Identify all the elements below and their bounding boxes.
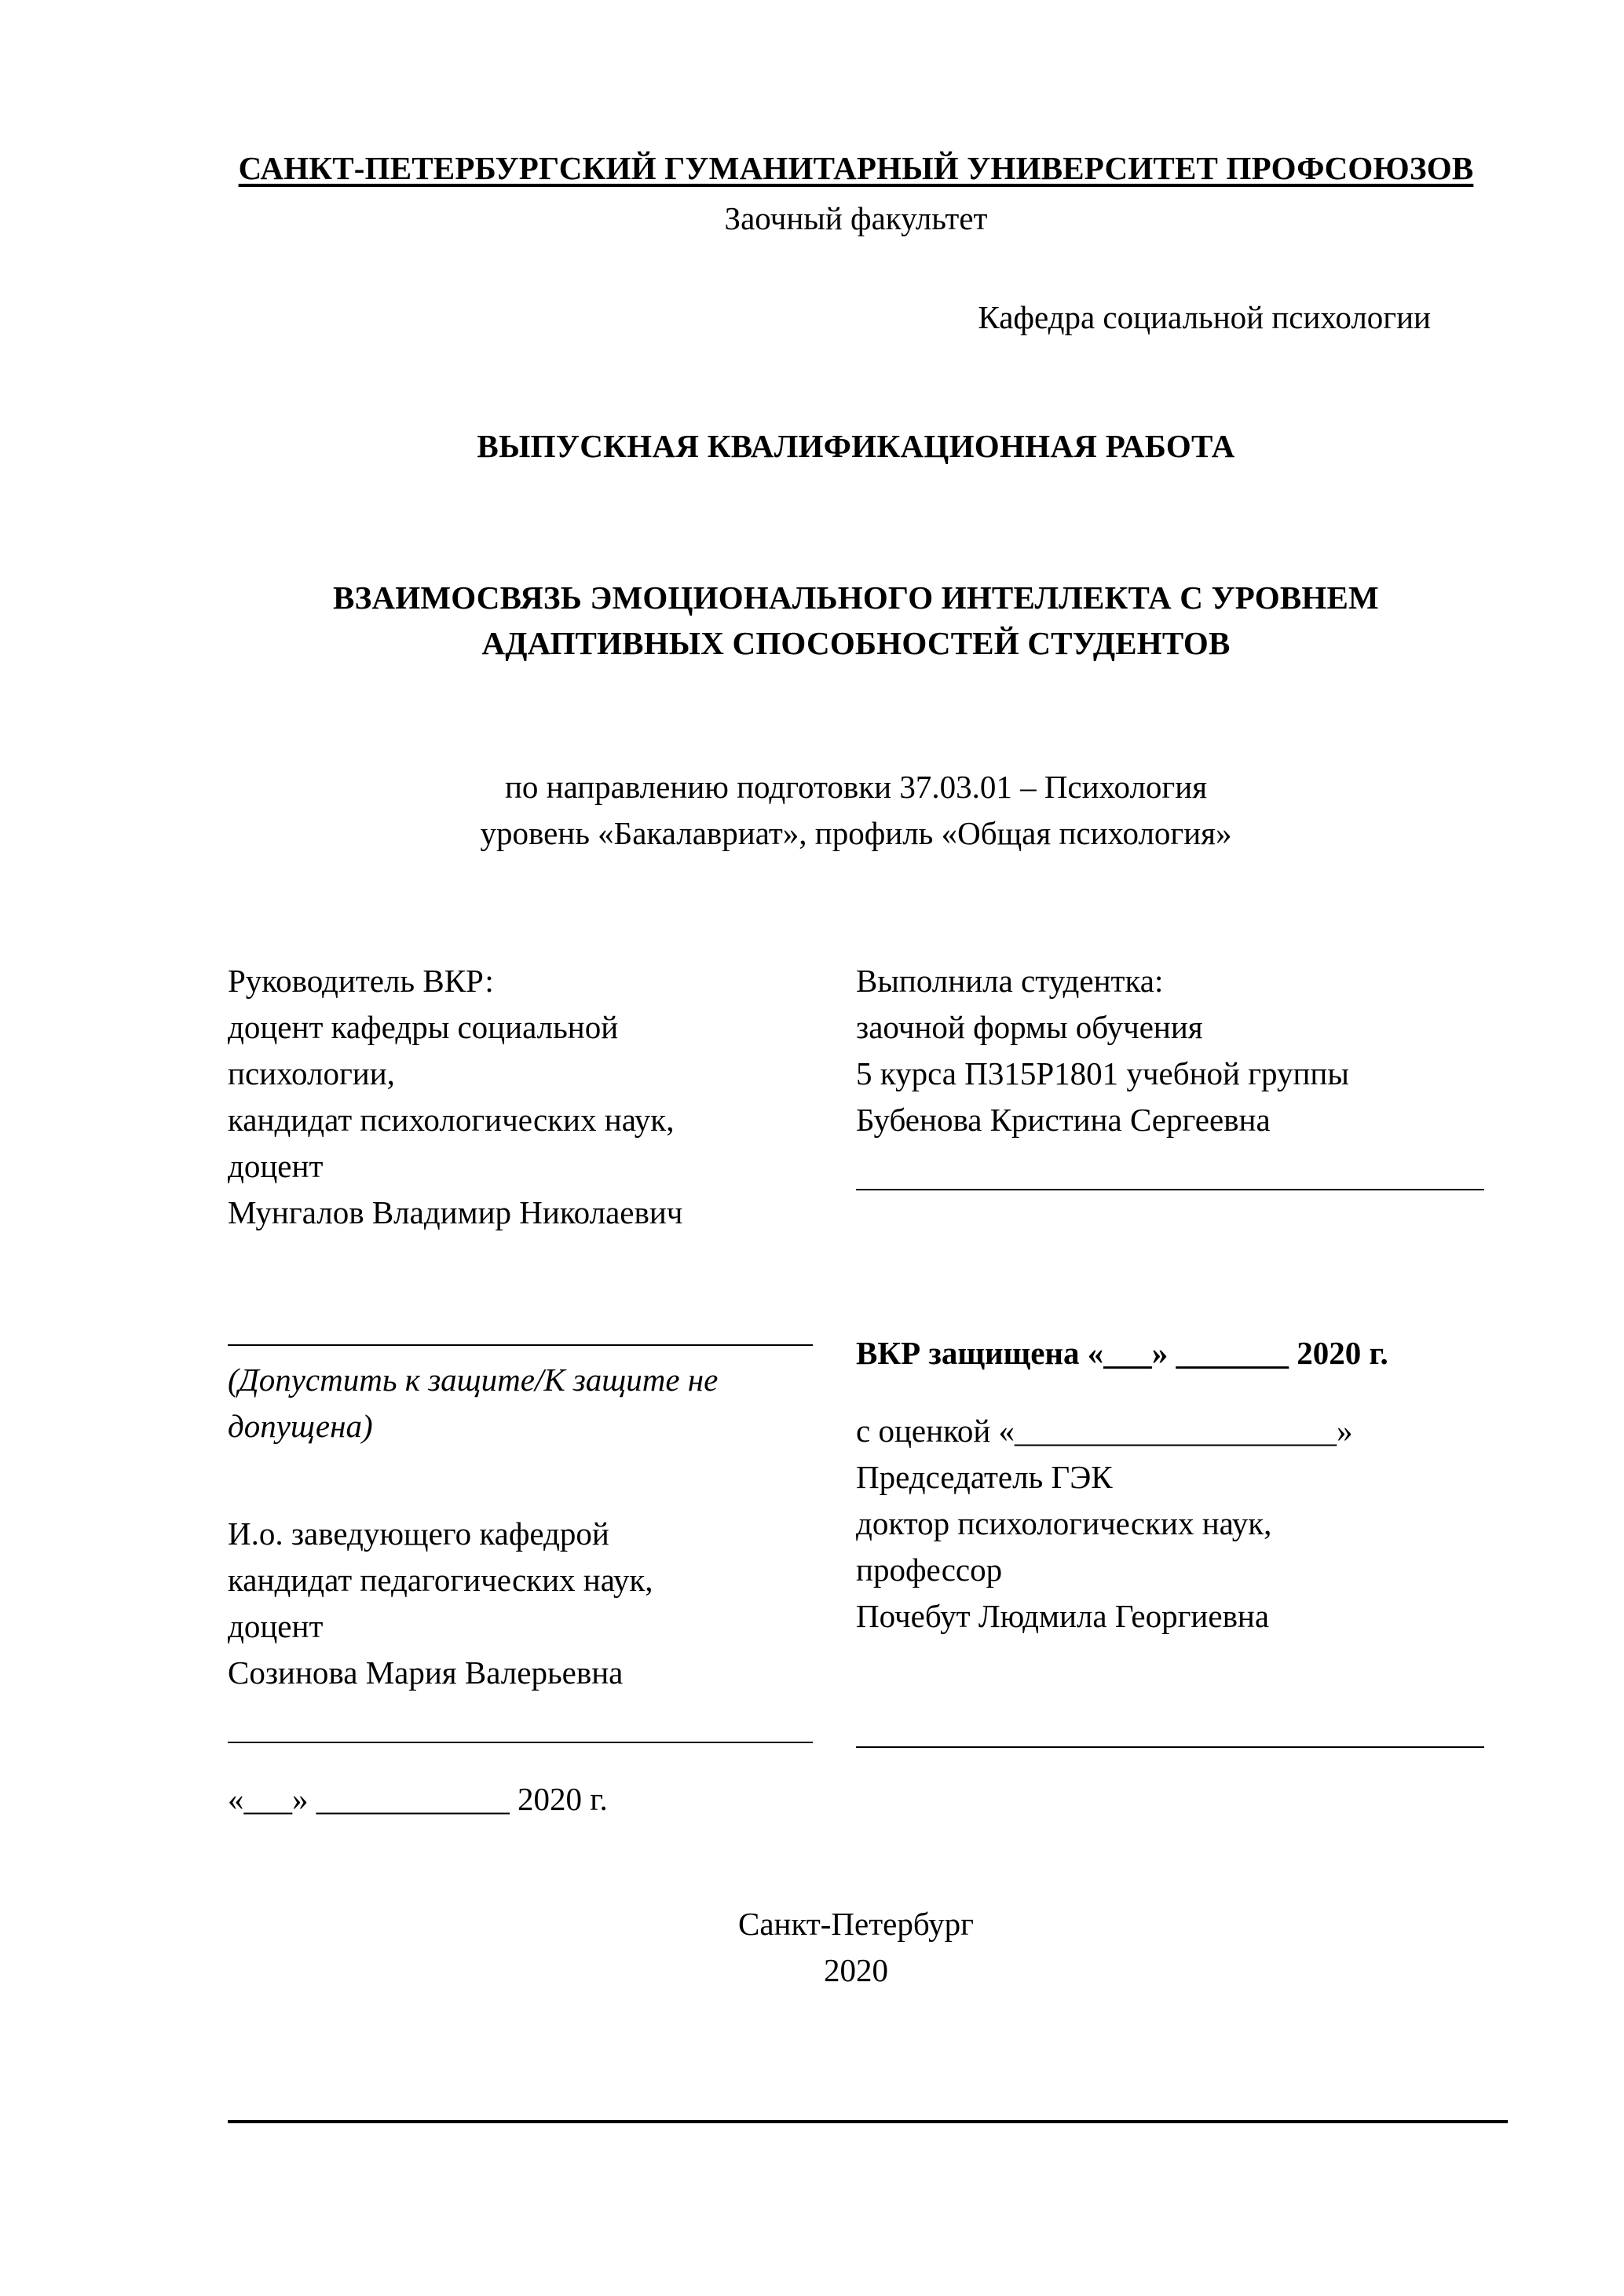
work-type-heading: ВЫПУСКНАЯ КВАЛИФИКАЦИОННАЯ РАБОТА bbox=[477, 428, 1235, 464]
admission-signature-line bbox=[228, 1344, 813, 1346]
supervisor-block bbox=[228, 958, 856, 1236]
head-of-department-degree: кандидат педагогических наук, bbox=[228, 1562, 653, 1599]
student-signature-line bbox=[856, 1189, 1484, 1190]
thesis-title-line-2: АДАПТИВНЫХ СПОСОБНОСТЕЙ СТУДЕНТОВ bbox=[481, 625, 1231, 662]
gek-chair-label: Председатель ГЭК bbox=[856, 1459, 1113, 1496]
student-block bbox=[856, 958, 1484, 1236]
gek-chair-degree: доктор психологических наук, bbox=[856, 1505, 1272, 1542]
program-line-2: уровень «Бакалавриат», профиль «Общая психология» bbox=[480, 814, 1232, 851]
supervisor-label: Руководитель ВКР: bbox=[228, 962, 494, 999]
supervisor-position-line-2: психологии, bbox=[228, 1055, 395, 1091]
spacer bbox=[228, 1450, 856, 1511]
supervisor-rank: доцент bbox=[228, 1148, 324, 1184]
university-title bbox=[228, 149, 1484, 187]
admission-block bbox=[228, 1330, 856, 1823]
supervisor-position-line-1: доцент кафедры социальной bbox=[228, 1008, 619, 1045]
spacer bbox=[228, 1696, 856, 1727]
thesis-title-line-1: ВЗАИМОСВЯЗЬ ЭМОЦИОНАЛЬНОГО ИНТЕЛЛЕКТА С УРОВНЕМ bbox=[333, 579, 1379, 616]
thesis-title bbox=[228, 575, 1484, 666]
head-of-department-label: И.о. заведующего кафедрой bbox=[228, 1515, 609, 1552]
admission-date: «___» ____________ 2020 г. bbox=[228, 1781, 608, 1818]
year: 2020 bbox=[824, 1951, 888, 1988]
signature-section-top bbox=[228, 958, 1484, 1236]
department-name: Кафедра социальной психологии bbox=[978, 299, 1431, 335]
spacer bbox=[856, 1143, 1484, 1175]
signature-section-bottom bbox=[228, 1330, 1484, 1823]
defense-grade: с оценкой «____________________» bbox=[856, 1413, 1353, 1450]
program-line-1: по направлению подготовки 37.03.01 – Психология bbox=[504, 769, 1208, 806]
page-content bbox=[228, 0, 1484, 1993]
head-of-department-rank: доцент bbox=[228, 1608, 324, 1645]
student-label: Выполнила студентка: bbox=[856, 962, 1164, 999]
student-name: Бубенова Кристина Сергеевна bbox=[856, 1101, 1271, 1138]
document-footer bbox=[228, 1901, 1484, 1992]
faculty-name: Заочный факультет bbox=[724, 200, 988, 236]
program-info bbox=[228, 764, 1484, 855]
supervisor-degree: кандидат психологических наук, bbox=[228, 1101, 675, 1138]
spacer bbox=[856, 1377, 1484, 1408]
spacer bbox=[856, 1640, 1484, 1732]
bottom-border-rule bbox=[228, 2120, 1508, 2123]
student-form: заочной формы обучения bbox=[856, 1008, 1203, 1045]
supervisor-name: Мунгалов Владимир Николаевич bbox=[228, 1194, 683, 1231]
defense-title: ВКР защищена «___» _______ 2020 г. bbox=[856, 1335, 1388, 1372]
gek-chair-name: Почебут Людмила Георгиевна bbox=[856, 1598, 1270, 1635]
admission-note: (Допустить к защите/К защите не допущена) bbox=[228, 1362, 719, 1445]
gek-chair-rank: профессор bbox=[856, 1552, 1003, 1589]
defense-block bbox=[856, 1330, 1484, 1823]
head-of-department-name: Созинова Мария Валерьевна bbox=[228, 1654, 624, 1691]
head-of-department-signature-line bbox=[228, 1742, 813, 1743]
city-name: Санкт-Петербург bbox=[738, 1906, 974, 1943]
gek-chair-signature-line bbox=[856, 1746, 1484, 1748]
university-title-text: САНКТ-ПЕТЕРБУРГСКИЙ ГУМАНИТАРНЫЙ УНИВЕРСИТЕТ ПРОФСОЮЗОВ bbox=[238, 150, 1474, 186]
student-group: 5 курса П315Р1801 учебной группы bbox=[856, 1055, 1349, 1091]
